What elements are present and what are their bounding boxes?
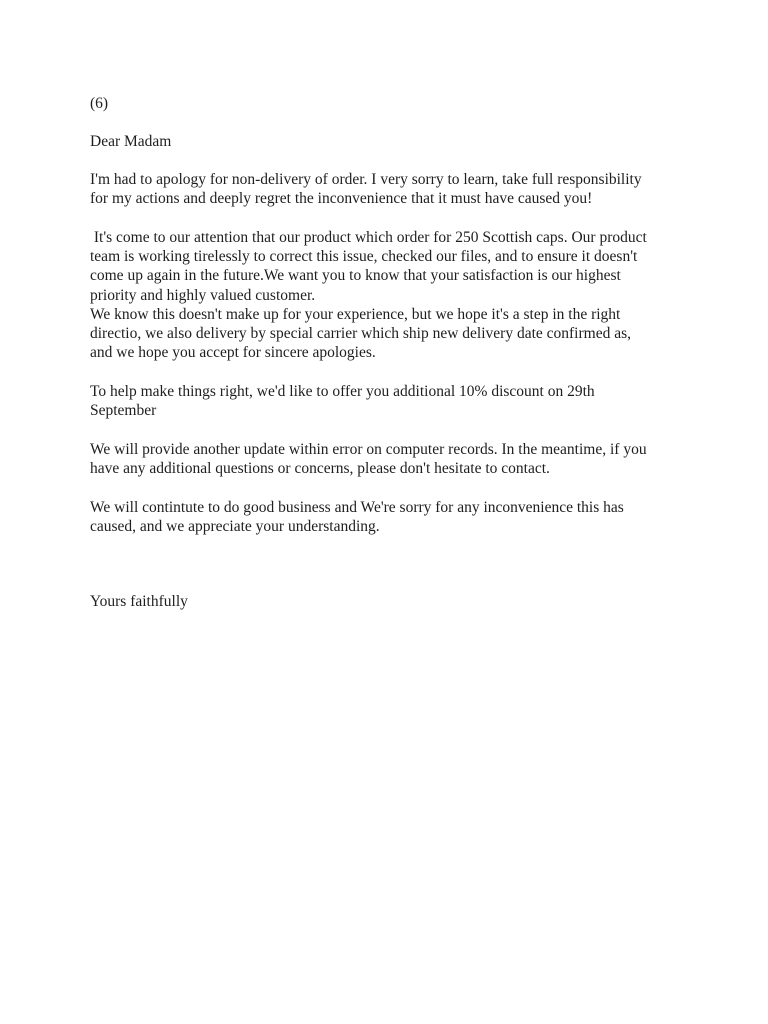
closing-text: Yours faithfully bbox=[90, 593, 188, 610]
salutation bbox=[90, 132, 710, 151]
paragraph-line: come up again in the future.We want you to know that your satisfaction is our highest bbox=[90, 267, 621, 285]
paragraph-line: for my actions and deeply regret the inconvenience that it must have caused you! bbox=[90, 190, 593, 208]
paragraph-line: team is working tirelessly to correct this issue, checked our files, and to ensure it doesn't bbox=[90, 248, 638, 266]
letter-number bbox=[90, 94, 710, 113]
paragraph-update bbox=[90, 440, 710, 478]
paragraph-line: We know this doesn't make up for your experience, but we hope it's a step in the right bbox=[90, 305, 621, 323]
paragraph-closing-remarks bbox=[90, 498, 710, 536]
paragraph-explanation bbox=[90, 228, 710, 362]
paragraph-line: caused, and we appreciate your understanding. bbox=[90, 518, 380, 536]
closing bbox=[90, 592, 710, 611]
paragraph-line: priority and highly valued customer. bbox=[90, 286, 316, 304]
letter-number-text: (6) bbox=[90, 95, 109, 112]
paragraph-line: I'm had to apology for non-delivery of order. I very sorry to learn, take full responsibility bbox=[90, 171, 642, 188]
paragraph-line: We will contintute to do good business and We're sorry for any inconvenience this has bbox=[90, 499, 624, 516]
paragraph-discount bbox=[90, 382, 710, 420]
paragraph-line: and we hope you accept for sincere apologies. bbox=[90, 344, 376, 362]
salutation-text: Dear Madam bbox=[90, 133, 172, 150]
paragraph-line: It's come to our attention that our product which order for 250 Scottish caps. Our product bbox=[90, 229, 647, 246]
paragraph-line: To help make things right, we'd like to offer you additional 10% discount on 29th bbox=[90, 383, 595, 400]
paragraph-apology bbox=[90, 170, 710, 208]
paragraph-line: directio, we also delivery by special carrier which ship new delivery date confirmed as, bbox=[90, 324, 632, 342]
paragraph-line: We will provide another update within error on computer records. In the meantime, if you bbox=[90, 441, 647, 458]
paragraph-line: September bbox=[90, 402, 157, 420]
paragraph-line: have any additional questions or concerns, please don't hesitate to contact. bbox=[90, 460, 550, 478]
